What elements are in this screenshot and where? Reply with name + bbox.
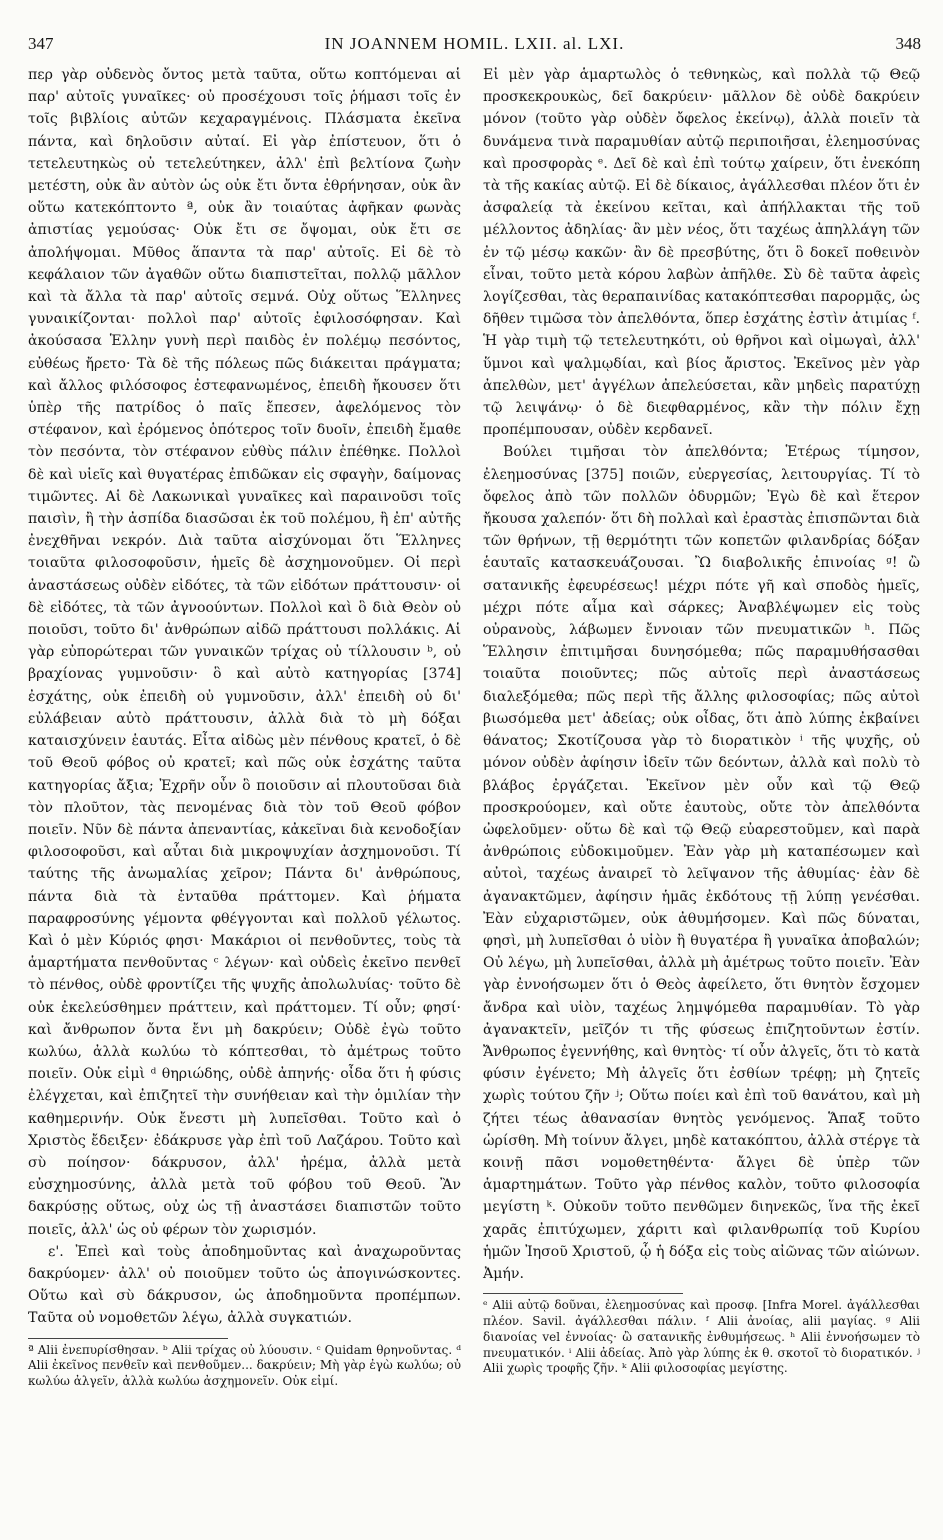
left-column — [28, 64, 461, 1390]
left-footnotes: ª Alii ἐνεπυρίσθησαν. ᵇ Alii τρίχας οὐ λύουσιν. ᶜ Quidam θρηνοῦντας. ᵈ Alii ἐκεῖνος πενθεῖν καὶ πενθοῦμεν... δακρύειν; Μὴ γὰρ ἐγὼ κωλύω; οὐ κωλύω ἀλγεῖν, ἀλλὰ κωλύω ἀσχημονεῖν. Οὐκ εἰμί. — [28, 1342, 461, 1389]
right-footnotes: ᵉ Alii αὐτῷ δοῦναι, ἐλεημοσύνας καὶ προσφ. [Infra Morel. ἀγάλλεσθαι πλέον. Savil. ἀγάλλεσθαι πάλιν. ᶠ Alii ἀνοίας, alii μαγίας. ᵍ Alii διανοίας vel ἐννοίας· ὢ σατανικῆς ἐνθυμήσεως. ʰ Alii ἐννοήσωμεν τὸ πνευματικόν. ⁱ Alii ἀδείας. Ἀπὸ γὰρ λύπης ἐκ θ. σκοτοῖ τὸ διορατικόν. ʲ Alii χωρὶς τροφῆς ζῆν. ᵏ Alii φιλοσοφίας μεγίστης. — [483, 1298, 920, 1376]
right-paragraph-1: Εἰ μὲν γὰρ ἁμαρτωλὸς ὁ τεθνηκὼς, καὶ πολλὰ τῷ Θεῷ προσκεκρουκὼς, δεῖ δακρύειν· μᾶλλον δὲ οὐδὲ δακρύειν μόνον (τοῦτο γὰρ οὐδὲν ὄφελος ἐκείνῳ), ἀλλὰ ποιεῖν τὰ δυνάμενα τινὰ παραμυθίαν αὐτῷ περιποιῆσαι, ἐλεημοσύνας καὶ προσφορὰς ᵉ. Δεῖ δὲ καὶ ἐπὶ τούτῳ χαίρειν, ὅτι ἐνεκόπη τὰ τῆς κακίας αὐτῷ. Εἰ δὲ δίκαιος, ἀγάλλεσθαι πλέον ὅτι ἐν ἀσφαλείᾳ τὰ ἐκείνου κεῖται, καὶ ἀπήλλακται τῆς τοῦ μέλλοντος ἀδηλίας· ἂν μὲν νέος, ὅτι ταχέως ἀπηλλάγη τῶν ἐν τῷ μέσῳ κακῶν· ἂν δὲ πρεσβύτης, ὅτι ὃ δοκεῖ ποθεινὸν εἶναι, τοῦτο μετὰ κόρου λαβὼν ἀπῆλθε. Σὺ δὲ ταῦτα ἀφεὶς λογίζεσθαι, τὰς θεραπαινίδας κατακόπτεσθαι παρορμᾷς, ὡς δῆθεν τιμῶσα τὸν ἀπελθόντα, ὅπερ ἐσχάτης ἐστὶν ἀτιμίας ᶠ. Ἡ γὰρ τιμὴ τῷ τετελευτηκότι, οὐ θρῆνοι καὶ οἰμωγαὶ, ἀλλ' ὕμνοι καὶ ψαλμῳδίαι, καὶ βίος ἄριστος. Ἐκεῖνος μὲν γὰρ ἀπελθὼν, μετ' ἀγγέλων ἀπελεύσεται, κἂν μηδεὶς παρατύχῃ τῷ λειψάνῳ· ὁ δὲ διεφθαρμένος, κἂν τὴν πόλιν ἔχῃ προπέμπουσαν, οὐδὲν κερδανεῖ. — [483, 67, 920, 439]
left-paragraph-2: ε'. Ἐπεὶ καὶ τοὺς ἀποδημοῦντας καὶ ἀναχωροῦντας δακρύομεν· ἀλλ' οὐ ποιοῦμεν τοῦτο ὡς ἀπογινώσκοντες. Οὕτω καὶ σὺ δάκρυσον, ὡς ἀποδημοῦντα προπέμπων. Ταῦτα οὐ νομοθετῶν λέγω, ἀλλὰ συγκατιών. — [28, 1243, 461, 1327]
right-paragraph-2: Βούλει τιμῆσαι τὸν ἀπελθόντα; Ἑτέρως τίμησον, ἐλεημοσύνας [375] ποιῶν, εὐεργεσίας, λειτουργίας. Τί τὸ ὄφελος ἀπὸ τῶν πολλῶν ὀδυρμῶν; Ἐγὼ δὲ καὶ ἕτερον ἤκουσα χαλεπόν· ὅτι δὴ πολλαὶ καὶ ἐραστὰς ἐπισπῶνται διὰ τῶν θρήνων, τῇ θερμότητι τῶν κοπετῶν φιλανδρίας δόξαν ἑαυταῖς κατασκευάζουσαι. Ὢ διαβολικῆς ἐπινοίας ᵍ! ὢ σατανικῆς ἐφευρέσεως! μέχρι πότε γῆ καὶ σποδὸς ἡμεῖς, μέχρι πότε αἷμα καὶ σάρκες; Ἀναβλέψωμεν εἰς τοὺς οὐρανοὺς, λάβωμεν ἔννοιαν τῶν πνευματικῶν ʰ. Πῶς Ἕλλησιν ἐπιτιμῆσαι δυνησόμεθα; πῶς παραμυθήσασθαι τοιαῦτα ποιοῦντες; πῶς αὐτοῖς περὶ ἀναστάσεως διαλεξόμεθα; πῶς περὶ τῆς ἄλλης φιλοσοφίας; πῶς αὐτοὶ βιωσόμεθα μετ' ἀδείας; οὐκ οἶδας, ὅτι ἀπὸ λύπης ἐκβαίνει θάνατος; Σκοτίζουσα γὰρ τὸ διορατικὸν ⁱ τῆς ψυχῆς, οὐ μόνον οὐδὲν ἀφίησιν ἰδεῖν τῶν δεόντων, ἀλλὰ καὶ πολὺ τὸ βλάβος ἐργάζεται. Ἐκεῖνον μὲν οὖν καὶ τῷ Θεῷ προσκρούομεν, καὶ οὔτε ἑαυτοὺς, οὔτε τὸν ἀπελθόντα ὠφελοῦμεν· οὕτω δὲ καὶ τῷ Θεῷ εὐαρεστοῦμεν, καὶ παρὰ ἀνθρώποις εὐδοκιμοῦμεν. Ἐὰν γὰρ μὴ καταπέσωμεν καὶ αὐτοὶ, ταχέως ἀναιρεῖ τὸ λεῖψανον τῆς ἀθυμίας· ἐὰν δὲ ἀγανακτῶμεν, ἀφίησιν ἡμᾶς ἐκδότους τῇ λύπῃ γενέσθαι. Ἐὰν εὐχαριστῶμεν, οὐκ ἀθυμήσομεν. Καὶ πῶς δύναται, φησὶ, μὴ λυπεῖσθαι ὁ υἱὸν ἢ θυγατέρα ἢ γυναῖκα ἀποβαλών; Οὐ λέγω, μὴ λυπεῖσθαι, ἀλλὰ μὴ ἀμέτρως τοῦτο ποιεῖν. Ἐὰν γὰρ ἐννοήσωμεν ὅτι ὁ Θεὸς ἀφείλετο, ὅτι θνητὸν ἔσχομεν ἄνδρα καὶ υἱὸν, ταχέως λημψόμεθα παραμυθίαν. Τὸ γὰρ ἀγανακτεῖν, μεῖζόν τι τῆς φύσεως ἐπιζητοῦντων ἐστίν. Ἄνθρωπος ἐγεννήθης, καὶ θνητὸς· τί οὖν ἀλγεῖς, ὅτι τὸ κατὰ φύσιν ἐγένετο; Μὴ ἀλγεῖς ὅτι ἐσθίων τρέφῃ; μὴ ζητεῖς χωρὶς τούτου ζῆν ʲ; Οὕτω ποίει καὶ ἐπὶ τοῦ θανάτου, καὶ μὴ ζήτει τέως ἀθανασίαν θνητὸς γενόμενος. Ἅπαξ τοῦτο ὡρίσθη. Μὴ τοίνυν ἄλγει, μηδὲ κατακόπτου, ἀλλὰ στέργε τὰ κοινῇ πᾶσι νομοθετηθέντα· ἄλγει δὲ ὑπὲρ τῶν ἁμαρτημάτων. Τοῦτο γὰρ πένθος καλὸν, τοῦτο φιλοσοφία μεγίστη ᵏ. Οὐκοῦν τοῦτο πενθῶμεν διηνεκῶς, ἵνα τῆς ἐκεῖ χαρᾶς ἐπιτύχωμεν, χάριτι καὶ φιλανθρωπίᾳ τοῦ Κυρίου ἡμῶν Ἰησοῦ Χριστοῦ, ᾧ ἡ δόξα εἰς τοὺς αἰῶνας τῶν αἰώνων. Ἀμήν. — [483, 444, 920, 1282]
left-page-number: 347 — [28, 34, 54, 53]
right-column — [483, 64, 920, 1377]
left-paragraph-1: περ γὰρ οὐδενὸς ὄντος μετὰ ταῦτα, οὕτω κοπτόμεναι αἱ παρ' αὐτοῖς γυναῖκες· οὐ προσέχουσι τοῖς ῥήμασι τοῖς ἐν τοῖς βιβλίοις αὐτῶν κεχαραγμένοις. Πλάσματα ἐκεῖνα πάντα, καὶ δηλοῦσιν αὐταί. Εἰ γὰρ ἐπίστευον, ὅτι ὁ τετελευτηκὼς οὐ τετελεύτηκεν, ἀλλ' ἐπὶ βελτίονα ζωὴν μετέστη, οὐκ ἂν αὐτὸν ὡς οὐκ ἔτι ὄντα ἐθρήνησαν, οὐκ ἂν οὕτω κατεκόπτοντο ª, οὐκ ἂν τοιαύτας ἀφῆκαν φωνὰς ἀπιστίας γεμούσας· Οὐκ ἔτι σε ὄψομαι, οὐκ ἔτι σε ἀπολήψομαι. Μῦθος ἅπαντα τὰ παρ' αὐτοῖς. Εἰ δὲ τὸ κεφάλαιον τῶν ἀγαθῶν οὕτω διαπιστεῖται, πολλῷ μᾶλλον καὶ τὰ ἄλλα τὰ παρ' αὐτοῖς σεμνά. Οὐχ οὕτως Ἕλληνες γυναικίζονται· πολλοὶ παρ' αὐτοῖς ἐφιλοσόφησαν. Καὶ ἀκούσασα Ἑλλην γυνὴ περὶ παιδὸς ἐν πολέμῳ πεσόντος, εὐθέως ἤρετο· Τὰ δὲ τῆς πόλεως πῶς διάκειται πράγματα; καὶ ἄλλος φιλόσοφος ἐστεφανωμένος, ἐπειδὴ ἤκουσεν ὅτι ὑπὲρ τῆς πατρίδος ὁ παῖς ἔπεσεν, ἀφελόμενος τὸν στέφανον, καὶ ἐρόμενος ὁπότερος τοῖν δυοῖν, ἐπειδὴ ἔμαθε τὸν πεσόντα, τὸν στέφανον εὐθὺς πάλιν ἐπέθηκε. Πολλοὶ δὲ καὶ υἱεῖς καὶ θυγατέρας ἐπιδῶκαν εἰς σφαγὴν, δαίμονας τιμῶντες. Αἱ δὲ Λακωνικαὶ γυναῖκες καὶ παραινοῦσι τοῖς παισὶν, ἢ τὴν ἀσπίδα διασῶσαι ἐκ τοῦ πολέμου, ἢ ἐπ' αὐτῆς ἐνεχθῆναι νεκρόν. Διὰ ταῦτα αἰσχύνομαι ὅτι Ἕλληνες τοιαῦτα φιλοσοφοῦσιν, ἡμεῖς δὲ ἀσχημονοῦμεν. Οἱ περὶ ἀναστάσεως οὐδὲν εἰδότες, τὰ τῶν εἰδότων πράττουσιν· οἱ δὲ εἰδότες, τὰ τῶν ἀγνοούντων. Πολλοὶ καὶ ὃ διὰ Θεὸν οὐ ποιοῦσι, τοῦτο δι' ἀνθρώπων αἰδῶ πράττουσι πολλάκις. Αἱ γὰρ εὐπορώτεραι τῶν γυναικῶν τρίχας οὐ τίλλουσιν ᵇ, οὐ βραχίονας γυμνοῦσιν· ὃ καὶ αὐτὸ κατηγορίας [374] ἐσχάτης, οὐκ ἐπειδὴ οὐ γυμνοῦσιν, ἀλλ' ἐπειδὴ οὐ δι' εὐλάβειαν αὐτὸ πράττουσιν, ἀλλὰ διὰ τὸ μὴ δόξαι καταισχύνειν ἑαυτάς. Εἶτα αἰδὼς μὲν πένθους κρατεῖ, ὁ δὲ τοῦ Θεοῦ φόβος οὐ κρατεῖ; καὶ πῶς οὐκ ἐσχάτης ταῦτα κατηγορίας ἄξια; Ἐχρῆν οὖν ὃ ποιοῦσιν αἱ πλουτοῦσαι διὰ τὸν πλοῦτον, τὰς πενομένας διὰ τὸν τοῦ Θεοῦ φόβον ποιεῖν. Νῦν δὲ πάντα ἀπεναντίας, κἀκεῖναι διὰ κενοδοξίαν φιλοσοφοῦσι, καὶ αὗται διὰ μικροψυχίαν ἀσχημονοῦσι. Τί ταύτης τῆς ἀνωμαλίας χεῖρον; Πάντα δι' ἀνθρώπους, πάντα διὰ τὰ ἐνταῦθα πράττομεν. Καὶ ῥήματα παραφροσύνης γέμοντα φθέγγονται καὶ πολλοῦ γέλωτος. Καὶ ὁ μὲν Κύριός φησι· Μακάριοι οἱ πενθοῦντες, τοὺς τὰ ἁμαρτήματα πενθοῦντας ᶜ λέγων· καὶ οὐδεὶς ἐκεῖνο πενθεῖ τὸ πένθος, οὐδὲ φροντίζει τῆς ψυχῆς ἀπολωλυίας· τοῦτο δὲ οὐκ ἐκελεύσθημεν πράττειν, καὶ πράττομεν. Τί οὖν; φησί· καὶ ἄνθρωπον ὄντα ἔνι μὴ δακρύειν; Οὐδὲ ἐγὼ τοῦτο κωλύω, ἀλλὰ κωλύω τὸ κόπτεσθαι, τὸ ἀμέτρως τοῦτο ποιεῖν. Οὐκ εἰμὶ ᵈ θηριώδης, οὐδὲ ἀπηνής· οἶδα ὅτι ἡ φύσις ἐλέγχεται, καὶ ἐπιζητεῖ τὴν συνήθειαν καὶ τὴν ὁμιλίαν τὴν καθημερινήν. Οὐκ ἔνεστι μὴ λυπεῖσθαι. Τοῦτο καὶ ὁ Χριστὸς ἔδειξεν· ἐδάκρυσε γὰρ ἐπὶ τοῦ Λαζάρου. Τοῦτο καὶ σὺ ποίησον· δάκρυσον, ἀλλ' ἠρέμα, ἀλλὰ μετὰ εὐσχημοσύνης, ἀλλὰ μετὰ τοῦ φόβου τοῦ Θεοῦ. Ἂν δακρύσῃς οὕτως, οὐχ ὡς τῇ ἀναστάσει διαπιστῶν τοῦτο ποιεῖς, ἀλλ' ὡς οὐ φέρων τὸν χωρισμόν. — [28, 67, 461, 1238]
right-page-number: 348 — [895, 34, 921, 53]
running-title: IN JOANNEM HOMIL. LXII. al. LXI. — [324, 34, 625, 53]
running-header — [28, 34, 921, 60]
